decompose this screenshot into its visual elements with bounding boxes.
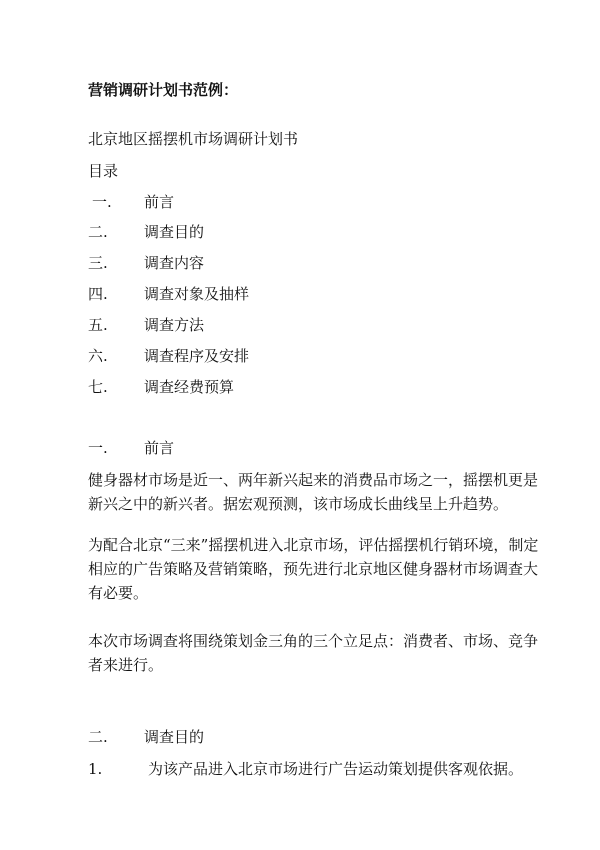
toc-item [88,346,249,366]
paragraph-line: 有必要。 [88,584,149,602]
list-item-number: 1. [88,760,103,778]
toc-item [88,253,204,273]
paragraph [88,629,539,677]
toc-item-label: 前言 [144,193,175,211]
toc-item-number: 五. [88,316,108,334]
toc-item-label: 调查对象及抽样 [144,285,250,303]
section-title: 调查目的 [144,728,205,746]
section-heading [88,438,174,458]
toc-item-number: 三. [88,254,108,272]
toc-item-label: 调查程序及安排 [144,347,250,365]
toc-item-number: 七. [88,378,108,396]
paragraph-line: 健身器材市场是近一、两年新兴起来的消费品市场之一，摇摆机更是 [88,471,539,489]
section-heading [88,727,204,747]
paragraph-line: 为配合北京“三来”摇摆机进入北京市场，评估摇摆机行销环境，制定 [88,536,539,554]
paragraph-line: 新兴之中的新兴者。据宏观预测，该市场成长曲线呈上升趋势。 [88,495,509,513]
toc-item-label: 调查方法 [144,316,205,334]
section-title: 前言 [144,439,175,457]
paragraph-line: 相应的广告策略及营销策略，预先进行北京地区健身器材市场调查大 [88,560,539,578]
toc-item [88,222,204,242]
toc-item [88,315,204,335]
toc-item-number: 一. [92,193,112,211]
toc-item-number: 四. [88,285,108,303]
toc-item [88,284,249,304]
paragraph-line: 本次市场调查将围绕策划金三角的三个立足点：消费者、市场、竞争 [88,632,539,650]
toc-item-label: 调查目的 [144,223,205,241]
paragraph [88,468,539,516]
toc-item-label: 调查经费预算 [144,378,235,396]
toc-item [88,377,234,397]
document-heading: 营销调研计划书范例： [88,81,239,99]
toc-title: 目录 [88,162,119,180]
document-subtitle: 北京地区摇摆机市场调研计划书 [88,130,299,148]
toc-item-number: 六. [88,347,108,365]
list-item [88,759,523,779]
paragraph [88,533,539,605]
toc-item [88,192,174,212]
toc-item-number: 二. [88,223,108,241]
toc-item-label: 调查内容 [144,254,205,272]
section-number: 二. [88,728,108,746]
paragraph-line: 者来进行。 [88,656,164,674]
list-item-text: 为该产品进入北京市场进行广告运动策划提供客观依据。 [148,760,524,778]
section-number: 一. [88,439,108,457]
